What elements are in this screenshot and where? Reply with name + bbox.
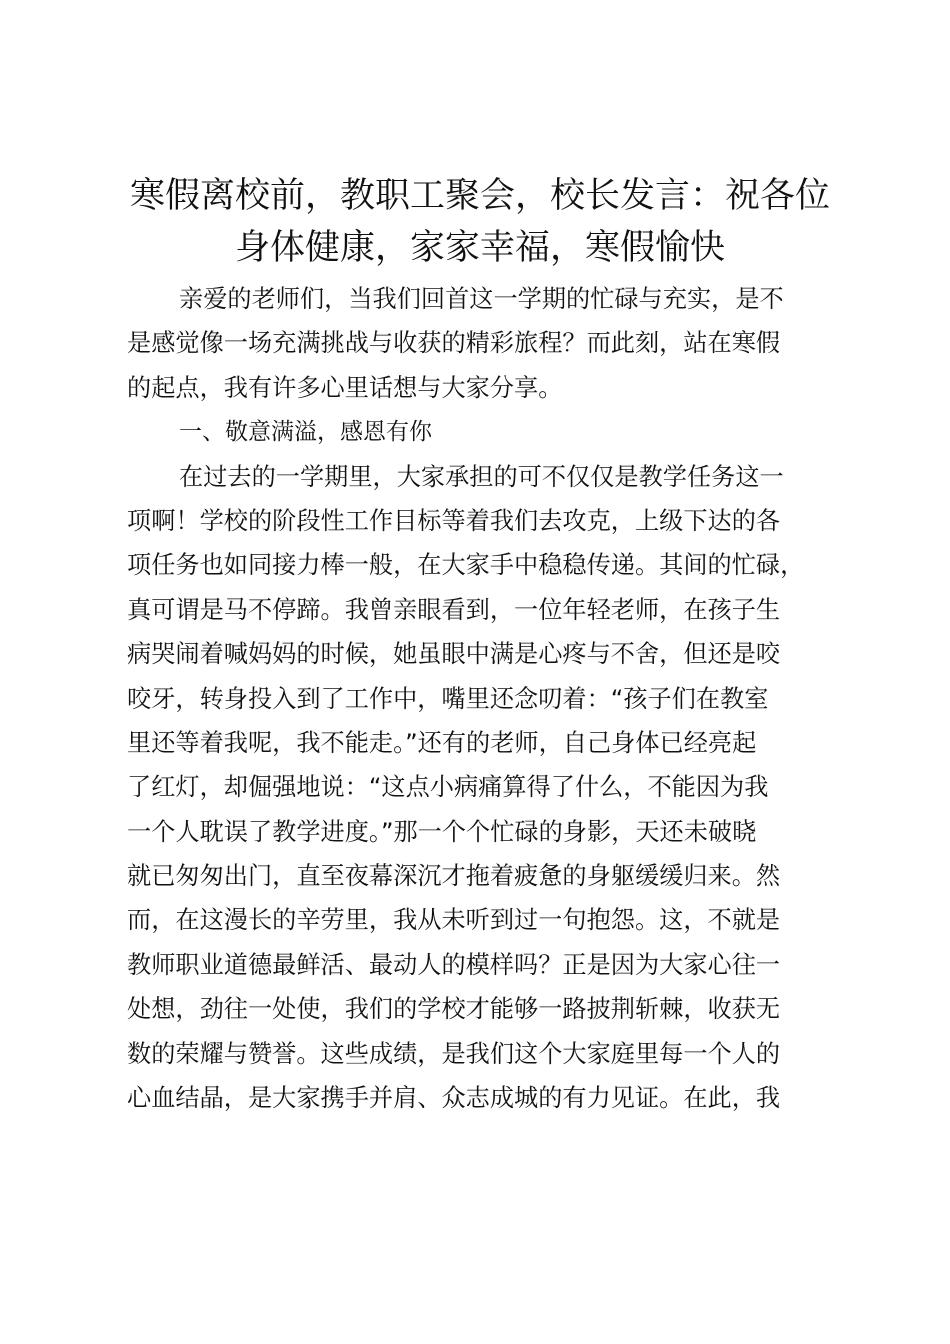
document-body (127, 277, 855, 1120)
paragraph-line: 病哭闹着喊妈妈的时候，她虽眼中满是心疼与不舍，但还是咬 (127, 640, 781, 669)
paragraph-line: 教师职业道德最鲜活、最动人的模样吗？正是因为大家心往一 (127, 950, 781, 979)
paragraph-line: 了红灯，却倔强地说：“这点小病痛算得了什么，不能因为我 (127, 773, 769, 802)
section-heading: 一、敬意满溢，感恩有你 (179, 419, 432, 446)
paragraph-line: 处想，劲往一处使，我们的学校才能够一路披荆斩棘，收获无 (127, 995, 781, 1024)
paragraph-line: 在过去的一学期里，大家承担的可不仅仅是教学任务这一 (179, 462, 784, 491)
paragraph-line: 而，在这漫长的辛劳里，我从未听到过一句抱怨。这，不就是 (127, 906, 781, 935)
paragraph-line: 项啊！学校的阶段性工作目标等着我们去攻克，上级下达的各 (127, 506, 781, 535)
paragraph-line: 是感觉像一场充满挑战与收获的精彩旅程？而此刻，站在寒假 (127, 329, 781, 358)
title-line: 身体健康，家家幸福，寒假愉快 (234, 228, 725, 268)
paragraph-line: 一个人耽误了教学进度。”那一个个忙碌的身影，天还未破晓 (127, 817, 757, 846)
paragraph-line: 咬牙，转身投入到了工作中，嘴里还念叨着：“孩子们在教室 (127, 684, 769, 713)
paragraph-line: 项任务也如同接力棒一般，在大家手中稳稳传递。其间的忙碌， (127, 551, 805, 580)
paragraph-line: 真可谓是马不停蹄。我曾亲眼看到，一位年轻老师，在孩子生 (127, 595, 781, 624)
paragraph-line: 心血结晶，是大家携手并肩、众志成城的有力见证。在此，我 (127, 1084, 781, 1113)
paragraph-line: 的起点，我有许多心里话想与大家分享。 (127, 373, 563, 402)
paragraph-line: 数的荣耀与赞誉。这些成绩，是我们这个大家庭里每一个人的 (127, 1039, 781, 1068)
paragraph-line: 里还等着我呢，我不能走。”还有的老师，自己身体已经亮起 (127, 728, 757, 757)
title-line: 寒假离校前，教职工聚会，校长发言：祝各位 (129, 176, 830, 216)
paragraph-line: 就已匆匆出门，直至夜幕深沉才拖着疲惫的身躯缓缓归来。然 (127, 862, 781, 891)
document-title (120, 170, 840, 274)
paragraph-line: 亲爱的老师们，当我们回首这一学期的忙碌与充实，是不 (179, 285, 784, 313)
